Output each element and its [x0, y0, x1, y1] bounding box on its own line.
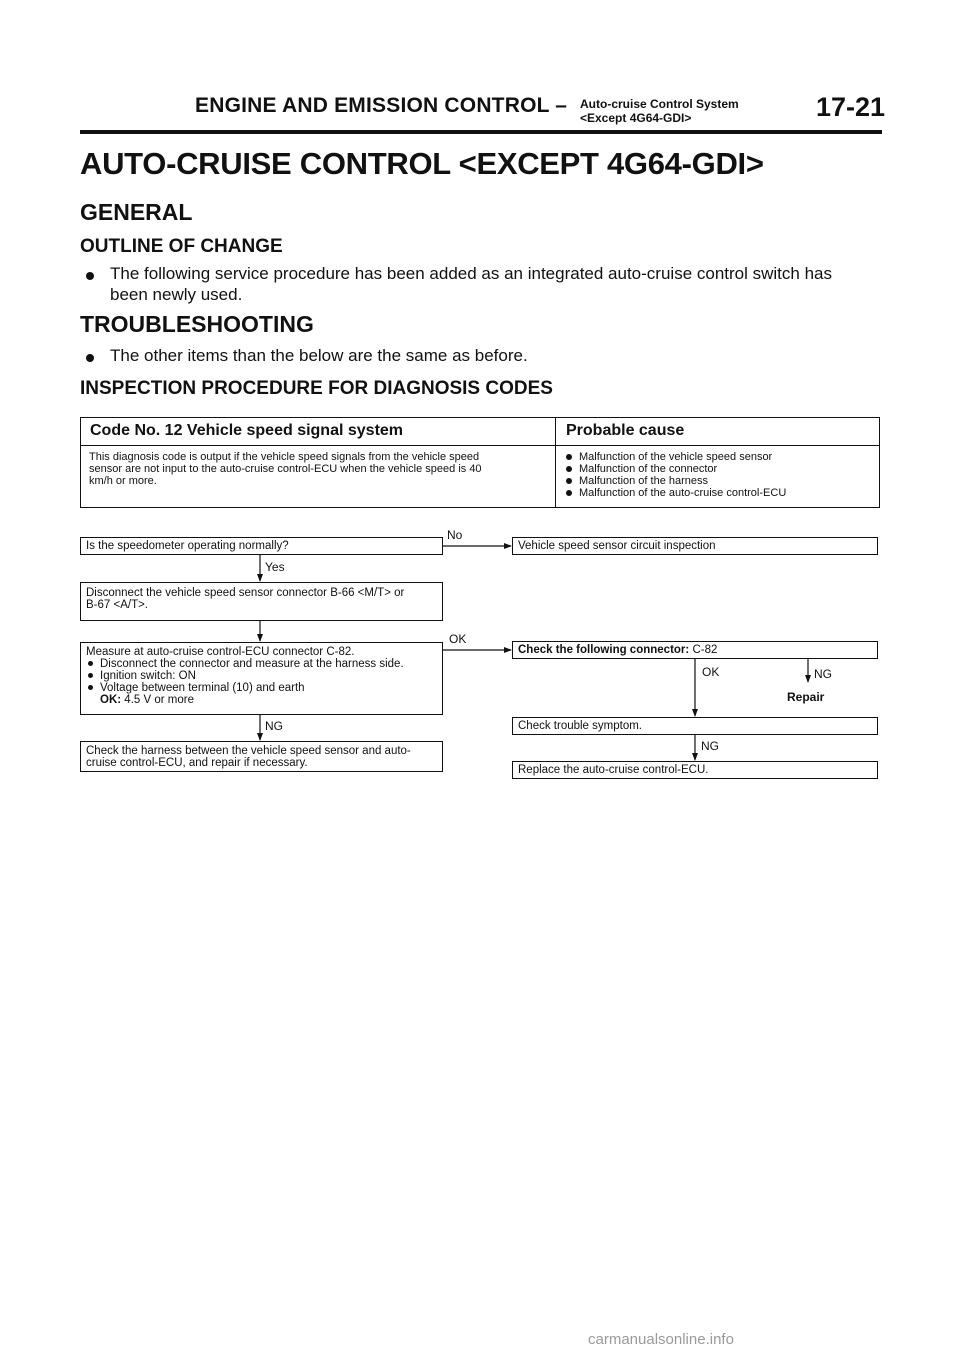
label-ng-symptom: NG	[701, 739, 719, 753]
measure-ok-criterion	[86, 694, 437, 706]
cause-text: Malfunction of the vehicle speed sensor	[579, 451, 773, 463]
page-number: 17-21	[816, 92, 886, 122]
disconnect-sensor-box	[80, 582, 443, 621]
measure-item-text: Ignition switch: ON	[100, 670, 196, 682]
label-yes: Yes	[265, 560, 285, 574]
description-line: This diagnosis code is output if the vehicle speed signals from the vehicle speed	[89, 451, 480, 463]
label-ok-connector: OK	[702, 665, 720, 679]
header-subsection-line1: Auto-cruise Control System	[580, 97, 739, 111]
list-item	[86, 682, 437, 694]
repair-label: Repair	[787, 690, 825, 704]
check-harness-line1: Check the harness between the vehicle speed sensor and auto-	[86, 745, 411, 757]
troubleshooting-heading: TROUBLESHOOTING	[80, 311, 314, 337]
label-ok-measure: OK	[449, 632, 467, 646]
measure-ok-value: 4.5 V or more	[124, 694, 194, 706]
table-header-cause: Probable cause	[566, 422, 685, 439]
check-connector-value: C-82	[692, 644, 718, 656]
label-ng-measure: NG	[265, 719, 283, 733]
header-section: ENGINE AND EMISSION CONTROL –	[195, 94, 568, 117]
inspection-heading: INSPECTION PROCEDURE FOR DIAGNOSIS CODES	[80, 378, 553, 399]
disconnect-text-line2: B-67 <A/T>.	[86, 599, 149, 611]
speedometer-question-text: Is the speedometer operating normally?	[86, 540, 289, 552]
outline-text-line1: The following service procedure has been added as an integrated auto-cruise control switch has	[110, 264, 832, 283]
outline-text-line2: been newly used.	[110, 285, 243, 304]
measure-ecu-box	[80, 642, 443, 715]
replace-ecu-text: Replace the auto-cruise control-ECU.	[518, 764, 709, 776]
replace-ecu-box	[512, 761, 878, 779]
header-subsection-line2: <Except 4G64-GDI>	[580, 111, 692, 125]
check-symptom-box	[512, 717, 878, 735]
page-title: AUTO-CRUISE CONTROL <EXCEPT 4G64-GDI>	[80, 146, 764, 181]
label-no: No	[447, 528, 463, 542]
measure-item-text: Voltage between terminal (10) and earth	[100, 682, 305, 694]
bullet-icon	[88, 685, 93, 690]
bullet-icon	[88, 661, 93, 666]
speedometer-question-box	[80, 537, 443, 555]
outline-heading: OUTLINE OF CHANGE	[80, 236, 283, 257]
list-item	[86, 658, 437, 670]
check-harness-box	[80, 741, 443, 772]
cause-text: Malfunction of the connector	[579, 463, 718, 475]
list-item	[86, 670, 437, 682]
sensor-circuit-inspection-box	[512, 537, 878, 555]
description-line: km/h or more.	[89, 475, 157, 487]
table-header-code: Code No. 12 Vehicle speed signal system	[90, 422, 404, 439]
cause-text: Malfunction of the harness	[579, 475, 709, 487]
label-ng-connector: NG	[814, 667, 832, 681]
check-connector-box	[512, 641, 878, 659]
measure-items-list	[86, 658, 437, 694]
check-connector-label: Check the following connector:	[518, 644, 690, 656]
check-harness-line2: cruise control-ECU, and repair if necessary.	[86, 757, 308, 769]
bullet-icon	[88, 673, 93, 678]
cause-text: Malfunction of the auto-cruise control-ECU	[579, 487, 787, 499]
check-symptom-text: Check trouble symptom.	[518, 720, 642, 732]
troubleshooting-text: The other items than the below are the same as before.	[110, 346, 528, 365]
measure-title: Measure at auto-cruise control-ECU connector C-82.	[86, 646, 355, 658]
general-heading: GENERAL	[80, 199, 193, 225]
sensor-circuit-inspection-text: Vehicle speed sensor circuit inspection	[518, 540, 716, 552]
measure-ok-label: OK:	[100, 694, 122, 706]
measure-item-text: Disconnect the connector and measure at the harness side.	[100, 658, 404, 670]
description-line: sensor are not input to the auto-cruise control-ECU when the vehicle speed is 40	[89, 463, 482, 475]
watermark: carmanualsonline.info	[588, 1331, 734, 1348]
disconnect-text-line1: Disconnect the vehicle speed sensor connector B-66 <M/T> or	[86, 587, 405, 599]
